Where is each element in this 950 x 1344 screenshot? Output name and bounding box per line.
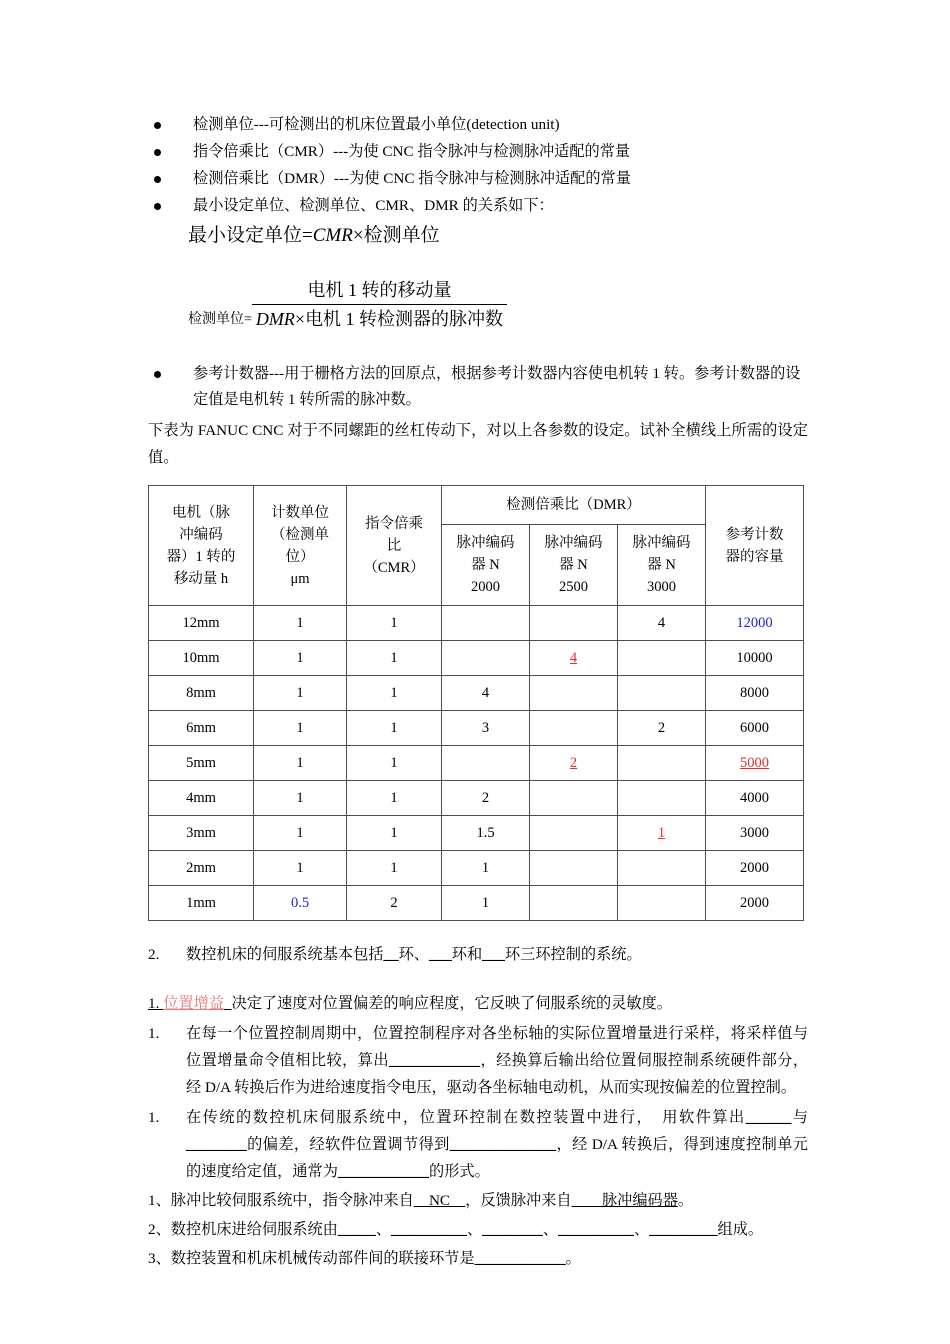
q1b-blank[interactable]: ____________	[388, 1052, 481, 1069]
q2-blank-2[interactable]: ___	[429, 946, 452, 963]
question-1c-traditional-servo	[148, 1104, 808, 1185]
document-content	[148, 112, 808, 1272]
bullet-cmr	[148, 139, 808, 165]
header-line: 电机（脉	[172, 504, 230, 521]
cell-dmr-n2500	[530, 606, 618, 641]
cell-dmr-n2500: 4	[530, 641, 618, 676]
cell-dmr-n2500	[530, 676, 618, 711]
cell-count-unit: 1	[254, 606, 347, 641]
cell-cmr: 1	[347, 641, 442, 676]
cell-reference-capacity: 2000	[706, 886, 804, 921]
fraction-denominator	[252, 305, 507, 332]
cell-dmr-n2500	[530, 711, 618, 746]
definition-bullet-list	[148, 112, 808, 219]
q2d-blank-4[interactable]: __________	[558, 1221, 634, 1238]
q1d-text-b: ，反馈脉冲来自	[465, 1192, 572, 1209]
cell-reference-capacity: 5000	[706, 746, 804, 781]
q2d-text-f: 组成。	[717, 1221, 764, 1238]
cell-dmr-n2500	[530, 781, 618, 816]
header-line: 脉冲编码	[632, 535, 691, 551]
header-cmr	[347, 486, 442, 606]
cell-pitch: 10mm	[149, 641, 254, 676]
cell-dmr-n3000	[618, 746, 706, 781]
q2d-text-c: 、	[466, 1221, 483, 1238]
header-line: 器 N	[559, 557, 588, 573]
header-line: 位）	[285, 548, 315, 565]
header-encoder-n2500	[530, 525, 618, 606]
cell-pitch: 5mm	[149, 746, 254, 781]
fraction-denominator-dmr: DMR	[255, 309, 295, 329]
question-1-text: 决定了速度对位置偏差的响应程度，它反映了伺服系统的灵敏度。	[231, 995, 672, 1012]
cell-cmr: 1	[347, 711, 442, 746]
header-line: 参考计数	[725, 526, 784, 543]
q2d-text-e: 、	[634, 1221, 650, 1238]
fraction-numerator: 电机 1 转的移动量	[252, 277, 507, 305]
header-line: μm	[290, 570, 310, 587]
cell-count-unit: 1	[254, 746, 347, 781]
q1b-text-a: 在每一个位置控制周期中，位置控制程序对各坐标轴的实际位置增量进行采样，将采样值与位置增量命令值相比较，算出	[186, 1025, 808, 1069]
q1d-text-c: 。	[677, 1192, 694, 1209]
q3d-text-b: 。	[565, 1250, 581, 1267]
cell-reference-capacity: 4000	[706, 781, 804, 816]
fraction-row	[188, 277, 808, 332]
cell-cmr: 1	[347, 606, 442, 641]
cell-reference-capacity: 3000	[706, 816, 804, 851]
q2d-blank-3[interactable]: ________	[482, 1221, 543, 1238]
cell-dmr-n3000	[618, 886, 706, 921]
cell-dmr-n2000: 1.5	[442, 816, 530, 851]
header-line: （CMR）	[363, 559, 425, 576]
cell-dmr-n2000: 1	[442, 851, 530, 886]
q1c-text-d: ，经 D/A 转换后，得到速度控制单元的速度给定值，通常为	[186, 1136, 808, 1180]
formula-min-setting-unit	[188, 221, 808, 251]
q2d-text-a: 数控机床进给伺服系统由	[170, 1221, 338, 1238]
header-reference-counter-capacity	[706, 486, 804, 606]
q2-text-d: 环三环控制的系统。	[504, 946, 642, 963]
cell-count-unit: 1	[254, 851, 347, 886]
cell-reference-capacity: 6000	[706, 711, 804, 746]
question-3d-marker: 3、	[148, 1250, 171, 1267]
cell-reference-capacity: 12000	[706, 606, 804, 641]
q3d-blank[interactable]: ____________	[474, 1250, 566, 1267]
bullet-reference-counter-text: 参考计数器---用于栅格方法的回原点，根据参考计数器内容使电机转 1 转。参考计数器的设定值是电机转 1 转所需的脉冲数。	[193, 365, 801, 408]
q1c-text-c: 的偏差，经软件位置调节得到	[246, 1136, 450, 1153]
formula-detection-unit	[148, 277, 808, 349]
cell-count-unit: 1	[254, 676, 347, 711]
q1c-text-a: 在传统的数控机床伺服系统中，位置环控制在数控装置中进行， 用软件算出	[186, 1109, 746, 1126]
header-line: 器的容量	[725, 548, 784, 565]
cell-dmr-n2500: 2	[530, 746, 618, 781]
table-row	[149, 641, 804, 676]
question-2d-marker: 2、	[148, 1221, 171, 1238]
cell-dmr-n2000	[442, 641, 530, 676]
q2d-blank-5[interactable]: _________	[649, 1221, 718, 1238]
bullet-text: 指令倍乘比（CMR）---为使 CNC 指令脉冲与检测脉冲适配的常量	[193, 143, 631, 160]
cell-dmr-n2000	[442, 746, 530, 781]
q2-text-a: 数控机床的伺服系统基本包括	[186, 946, 384, 963]
cell-reference-capacity: 2000	[706, 851, 804, 886]
cell-dmr-n3000	[618, 641, 706, 676]
cell-pitch: 2mm	[149, 851, 254, 886]
cell-dmr-n2000: 2	[442, 781, 530, 816]
q1d-answer-2[interactable]: 脉冲编码器	[571, 1192, 678, 1209]
header-line: 2000	[471, 579, 500, 595]
table-header-row-1	[149, 486, 804, 525]
cell-cmr: 1	[347, 851, 442, 886]
formula1-cmr: CMR	[312, 225, 353, 246]
cell-pitch: 3mm	[149, 816, 254, 851]
table-head	[149, 486, 804, 606]
q2-blank-1[interactable]: __	[383, 946, 399, 963]
header-line: （检测单	[271, 526, 329, 543]
cell-dmr-n2500	[530, 851, 618, 886]
cell-dmr-n3000: 1	[618, 816, 706, 851]
q2d-text-d: 、	[542, 1221, 559, 1238]
header-encoder-n3000	[618, 525, 706, 606]
cell-dmr-n2500	[530, 816, 618, 851]
q1c-text-e: 的形式。	[429, 1163, 490, 1180]
table-row	[149, 816, 804, 851]
spacer	[148, 968, 808, 988]
cell-count-unit: 1	[254, 641, 347, 676]
question-2d-feed-servo-composition	[148, 1216, 808, 1243]
header-line: 比	[386, 537, 402, 554]
cell-dmr-n2000	[442, 606, 530, 641]
q3d-text-a: 数控装置和机床机械传动部件间的联接环节是	[170, 1250, 475, 1267]
q1d-answer-1[interactable]: NC	[413, 1192, 466, 1209]
header-line: 脉冲编码	[544, 535, 603, 551]
cell-dmr-n3000	[618, 676, 706, 711]
fraction-denominator-times: ×	[294, 309, 306, 329]
q1b-text-b: ，经换算后输出给位置伺服控制系统硬件部分，经 D/A 转换后作为进给速度指令电压，驱动各坐标轴电动机，从而实现按偏差的位置控制。	[186, 1052, 809, 1096]
cell-dmr-n3000: 4	[618, 606, 706, 641]
question-1-marker: 1.	[148, 995, 160, 1012]
bullet-dmr	[148, 166, 808, 192]
table-row	[149, 746, 804, 781]
q2d-text-b: 、	[375, 1221, 391, 1238]
cell-cmr: 1	[347, 676, 442, 711]
table-row	[149, 606, 804, 641]
cell-cmr: 2	[347, 886, 442, 921]
table-body	[149, 606, 804, 921]
q2d-blank-1[interactable]: _____	[337, 1221, 376, 1238]
bullet-reference-counter	[148, 361, 808, 413]
bullet-detection-unit	[148, 112, 808, 138]
question-1-position-gain	[148, 990, 808, 1017]
cell-dmr-n2000: 1	[442, 886, 530, 921]
question-2-marker: 2.	[148, 946, 160, 963]
header-line: 脉冲编码	[456, 535, 515, 551]
cell-pitch: 4mm	[149, 781, 254, 816]
cell-cmr: 1	[347, 781, 442, 816]
header-line: 2500	[559, 579, 588, 595]
header-count-unit	[254, 486, 347, 606]
header-motor-move-h	[149, 486, 254, 606]
formula1-times: ×	[352, 225, 364, 246]
bullet-text: 检测倍乘比（DMR）---为使 CNC 指令脉冲与检测脉冲适配的常量	[193, 170, 631, 187]
q2-text-b: 环、	[398, 946, 429, 963]
cell-dmr-n2000: 3	[442, 711, 530, 746]
table-row	[149, 886, 804, 921]
table-intro-paragraph	[148, 417, 808, 471]
question-1b-sampling	[148, 1020, 808, 1101]
cell-pitch: 1mm	[149, 886, 254, 921]
cell-dmr-n3000	[618, 781, 706, 816]
table-intro-text: 下表为 FANUC CNC 对于不同螺距的丝杠传动下，对以上各参数的设定。试补全横线上所需的设定值。	[148, 422, 808, 466]
header-line: 冲编码	[179, 526, 223, 543]
q1c-text-b: 与	[791, 1109, 808, 1126]
cell-cmr: 1	[347, 816, 442, 851]
q1c-blank-4[interactable]: ____________	[337, 1163, 429, 1180]
cell-count-unit: 1	[254, 781, 347, 816]
cell-count-unit: 1	[254, 816, 347, 851]
q1c-blank-1[interactable]: ______	[745, 1109, 792, 1126]
header-line: 3000	[647, 579, 677, 595]
bullet-relationship	[148, 193, 808, 219]
cell-dmr-n2500	[530, 886, 618, 921]
cell-dmr-n2000: 4	[442, 676, 530, 711]
header-line: 计数单位	[271, 504, 329, 521]
q1c-blank-3[interactable]: ______________	[449, 1136, 557, 1153]
q1d-text-a: 脉冲比较伺服系统中，指令脉冲来自	[170, 1192, 414, 1209]
fraction-lead-label: 检测单位=	[188, 312, 252, 327]
question-1-answer[interactable]: 位置增益	[163, 995, 224, 1012]
q2-text-c: 环和	[451, 946, 483, 963]
header-line: 指令倍乘	[365, 515, 423, 532]
q2d-blank-2[interactable]: __________	[391, 1221, 467, 1238]
fraction	[252, 277, 507, 332]
formula1-eq: =	[302, 225, 313, 246]
question-3d-connection-link	[148, 1245, 808, 1272]
cell-pitch: 6mm	[149, 711, 254, 746]
parameter-table	[148, 485, 804, 921]
question-1c-marker: 1.	[148, 1109, 160, 1126]
header-line: 器 N	[647, 557, 676, 573]
header-encoder-n2000	[442, 525, 530, 606]
table-row	[149, 676, 804, 711]
header-line: 移动量 h	[173, 570, 229, 587]
header-line: 器 N	[471, 557, 500, 573]
bullet-text: 最小设定单位、检测单位、CMR、DMR 的关系如下：	[193, 197, 554, 214]
cell-count-unit: 1	[254, 711, 347, 746]
question-1d-pulse-compare	[148, 1187, 808, 1214]
cell-reference-capacity: 8000	[706, 676, 804, 711]
formula1-lhs: 最小设定单位	[188, 225, 303, 246]
formula1-tail: 检测单位	[363, 225, 440, 246]
fraction-denominator-tail: 电机 1 转检测器的脉冲数	[305, 309, 504, 329]
q2-blank-3[interactable]: ___	[482, 946, 505, 963]
question-2-servo-loops	[148, 941, 808, 968]
bullet-text: 检测单位---可检测出的机床位置最小单位(detection unit)	[193, 116, 560, 133]
cell-cmr: 1	[347, 746, 442, 781]
cell-count-unit: 0.5	[254, 886, 347, 921]
q1c-blank-2[interactable]: ________	[186, 1136, 247, 1153]
question-1d-marker: 1、	[148, 1192, 171, 1209]
cell-dmr-n3000: 2	[618, 711, 706, 746]
cell-reference-capacity: 10000	[706, 641, 804, 676]
cell-dmr-n3000	[618, 851, 706, 886]
header-dmr-group: 检测倍乘比（DMR）	[442, 486, 706, 525]
table-row	[149, 851, 804, 886]
table-row	[149, 711, 804, 746]
question-1b-marker: 1.	[148, 1025, 160, 1042]
cell-pitch: 8mm	[149, 676, 254, 711]
table-row	[149, 781, 804, 816]
header-line: 器）1 转的	[166, 548, 236, 565]
cell-pitch: 12mm	[149, 606, 254, 641]
